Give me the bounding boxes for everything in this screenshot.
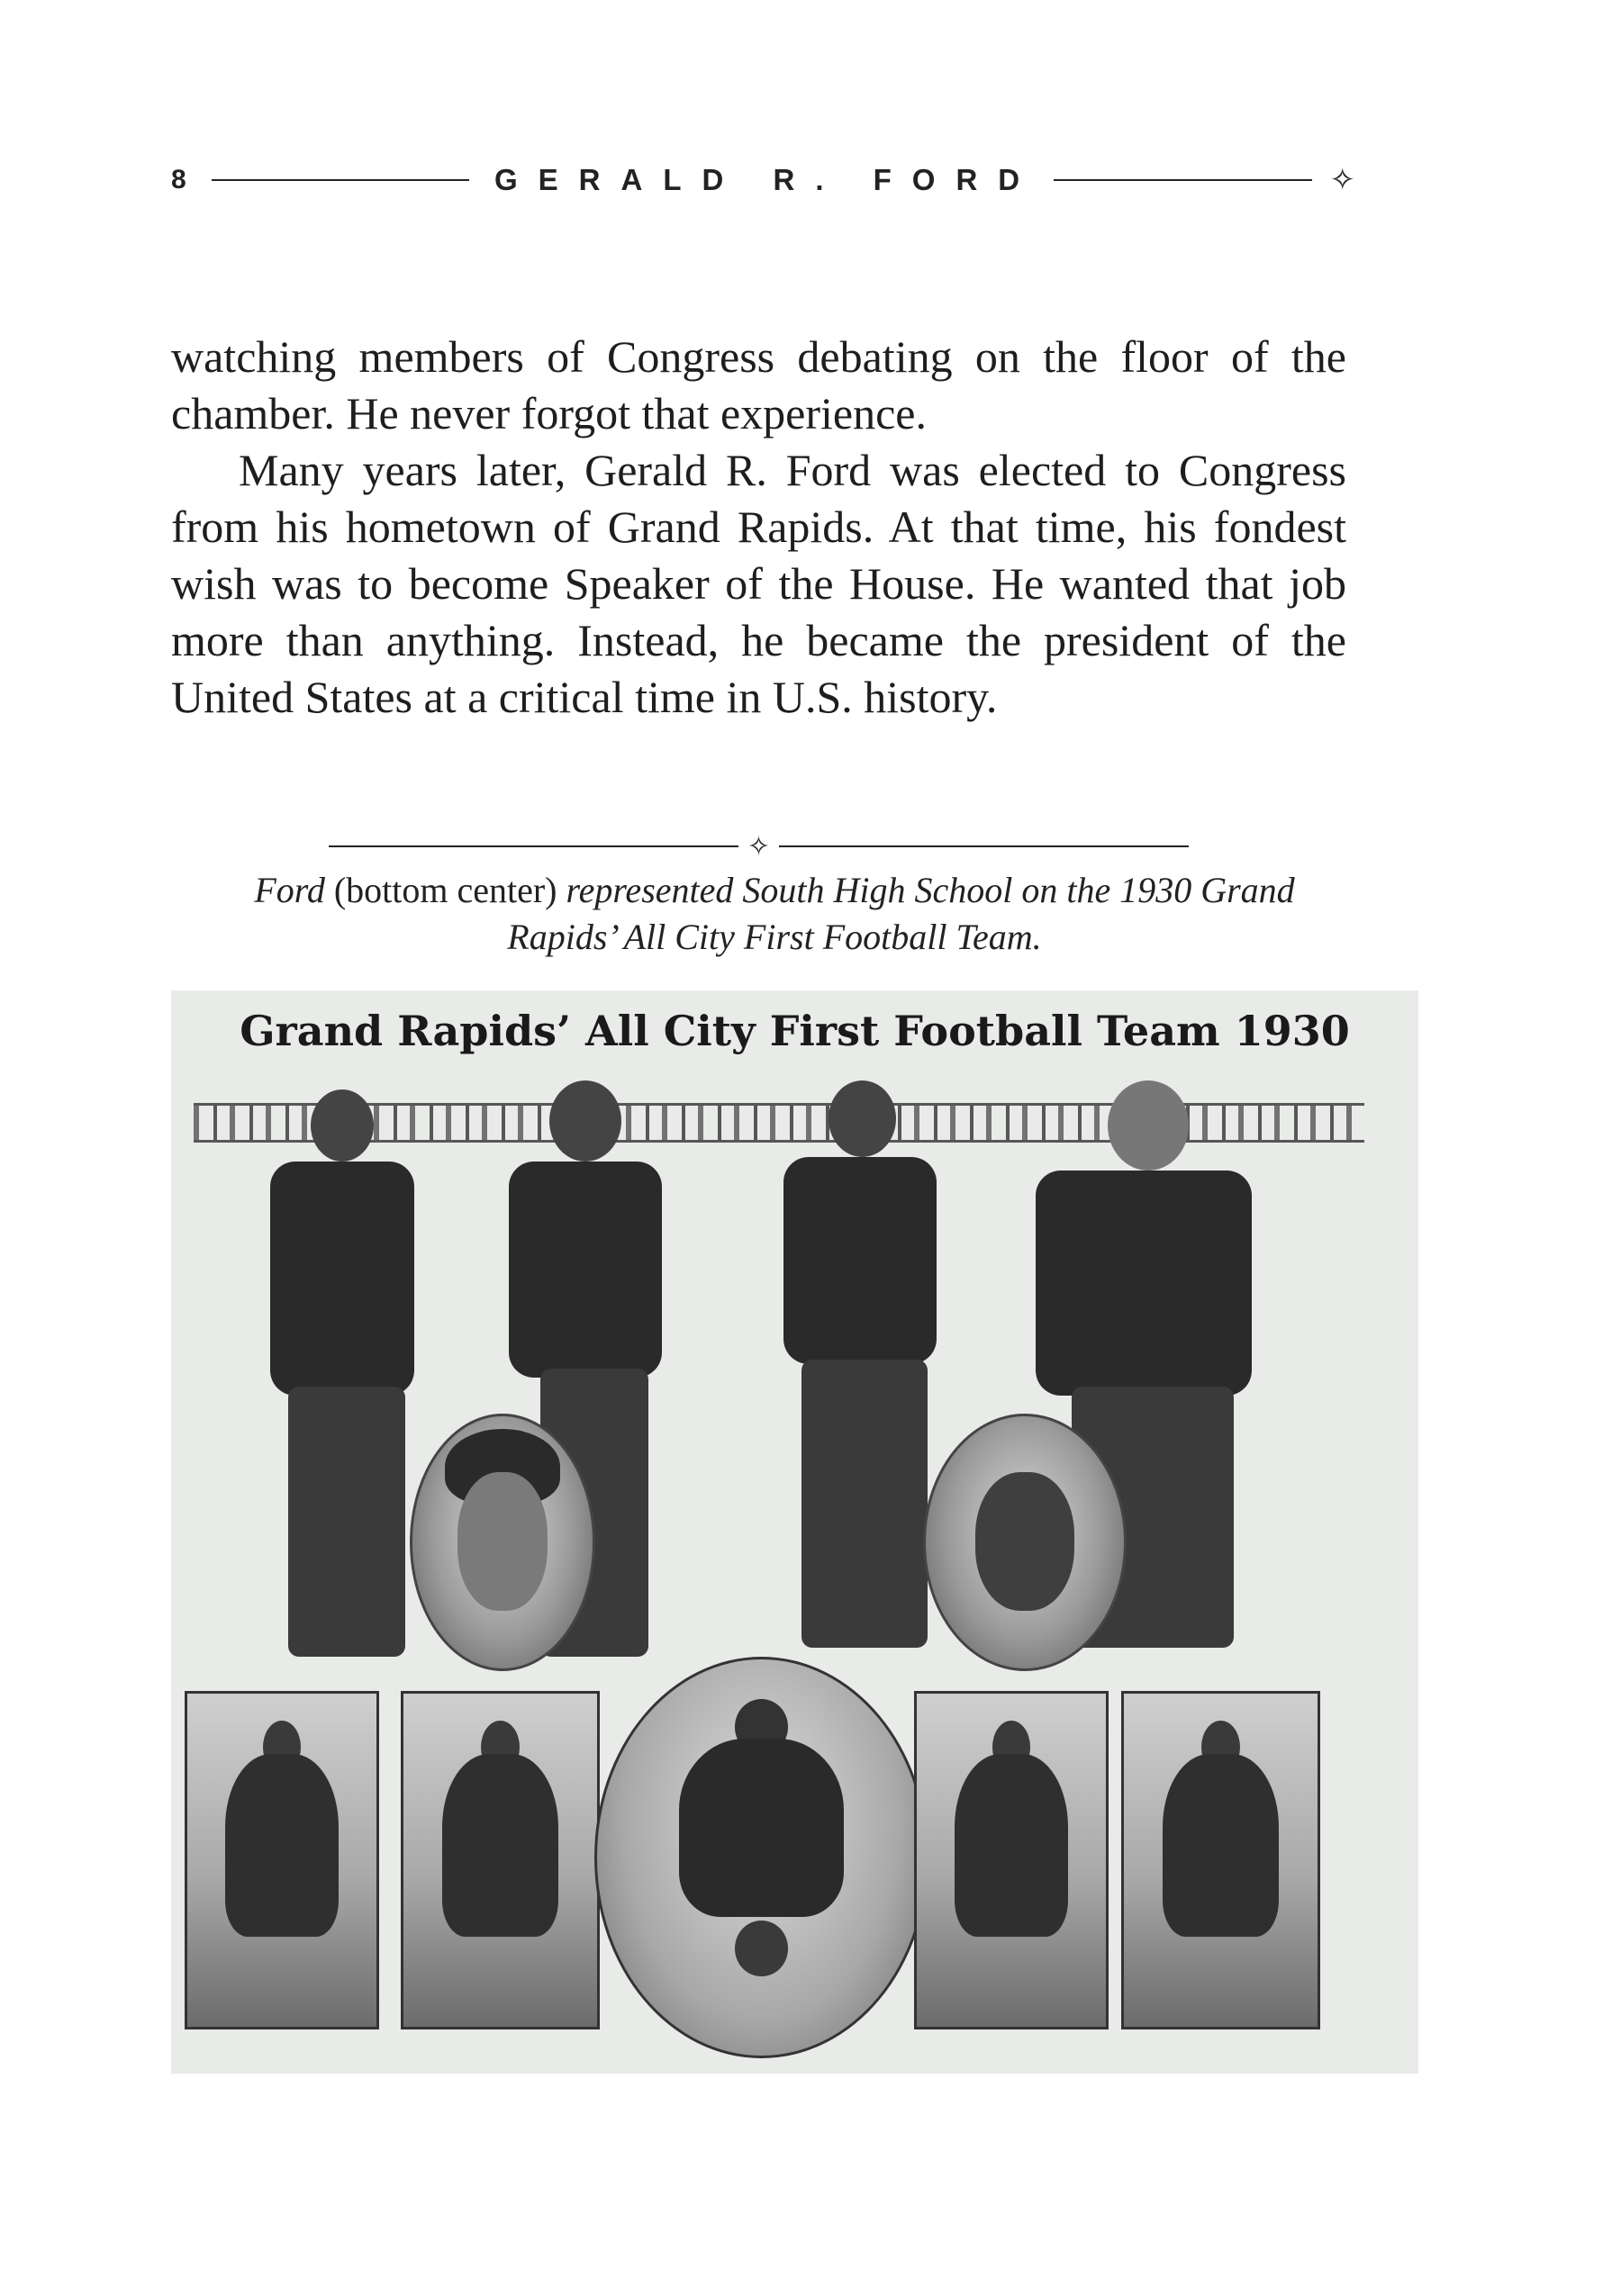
team-photo (171, 990, 1418, 2074)
paragraph: Many years later, Gerald R. Ford was elected to Congress from his hometown of Grand Rapids. At that time, his fondest wish was to become Speaker of the House. He wanted that job more than anything. Instead, he became the president of the United States at a critical time in U.S. history. (171, 445, 1346, 722)
portrait-card (401, 1691, 600, 2029)
header-rule-right (1054, 179, 1311, 181)
portrait-card (914, 1691, 1109, 2029)
body-text (171, 329, 1346, 726)
page-number: 8 (171, 165, 186, 194)
portrait-card (1121, 1691, 1320, 2029)
portrait-oval (410, 1414, 595, 1671)
paragraph: watching members of Congress debating on the floor of the chamber. He never forgot that experience. (171, 331, 1346, 438)
divider-line-left (329, 845, 738, 847)
divider-line-right (779, 845, 1189, 847)
photo-caption (216, 867, 1333, 961)
portrait-card (185, 1691, 379, 2029)
section-divider (324, 828, 1193, 864)
header-rule-left (212, 179, 469, 181)
running-header (171, 162, 1355, 198)
caption-description: represented South High School on the 1930 Grand Rapids’ All City First Football Team. (507, 870, 1295, 957)
photo-title: Grand Rapids’ All City First Football Team 1930 (240, 1007, 1350, 1055)
player-figure (225, 1071, 441, 1702)
portrait-oval (923, 1414, 1127, 1671)
header-ornament-icon: ✧ (1329, 162, 1356, 198)
divider-ornament-icon: ✧ (747, 830, 771, 863)
caption-position: (bottom center) (324, 870, 566, 910)
caption-name: Ford (254, 870, 325, 910)
book-title: GERALD R. FORD (494, 163, 1041, 196)
ford-center-portrait (594, 1657, 928, 2058)
